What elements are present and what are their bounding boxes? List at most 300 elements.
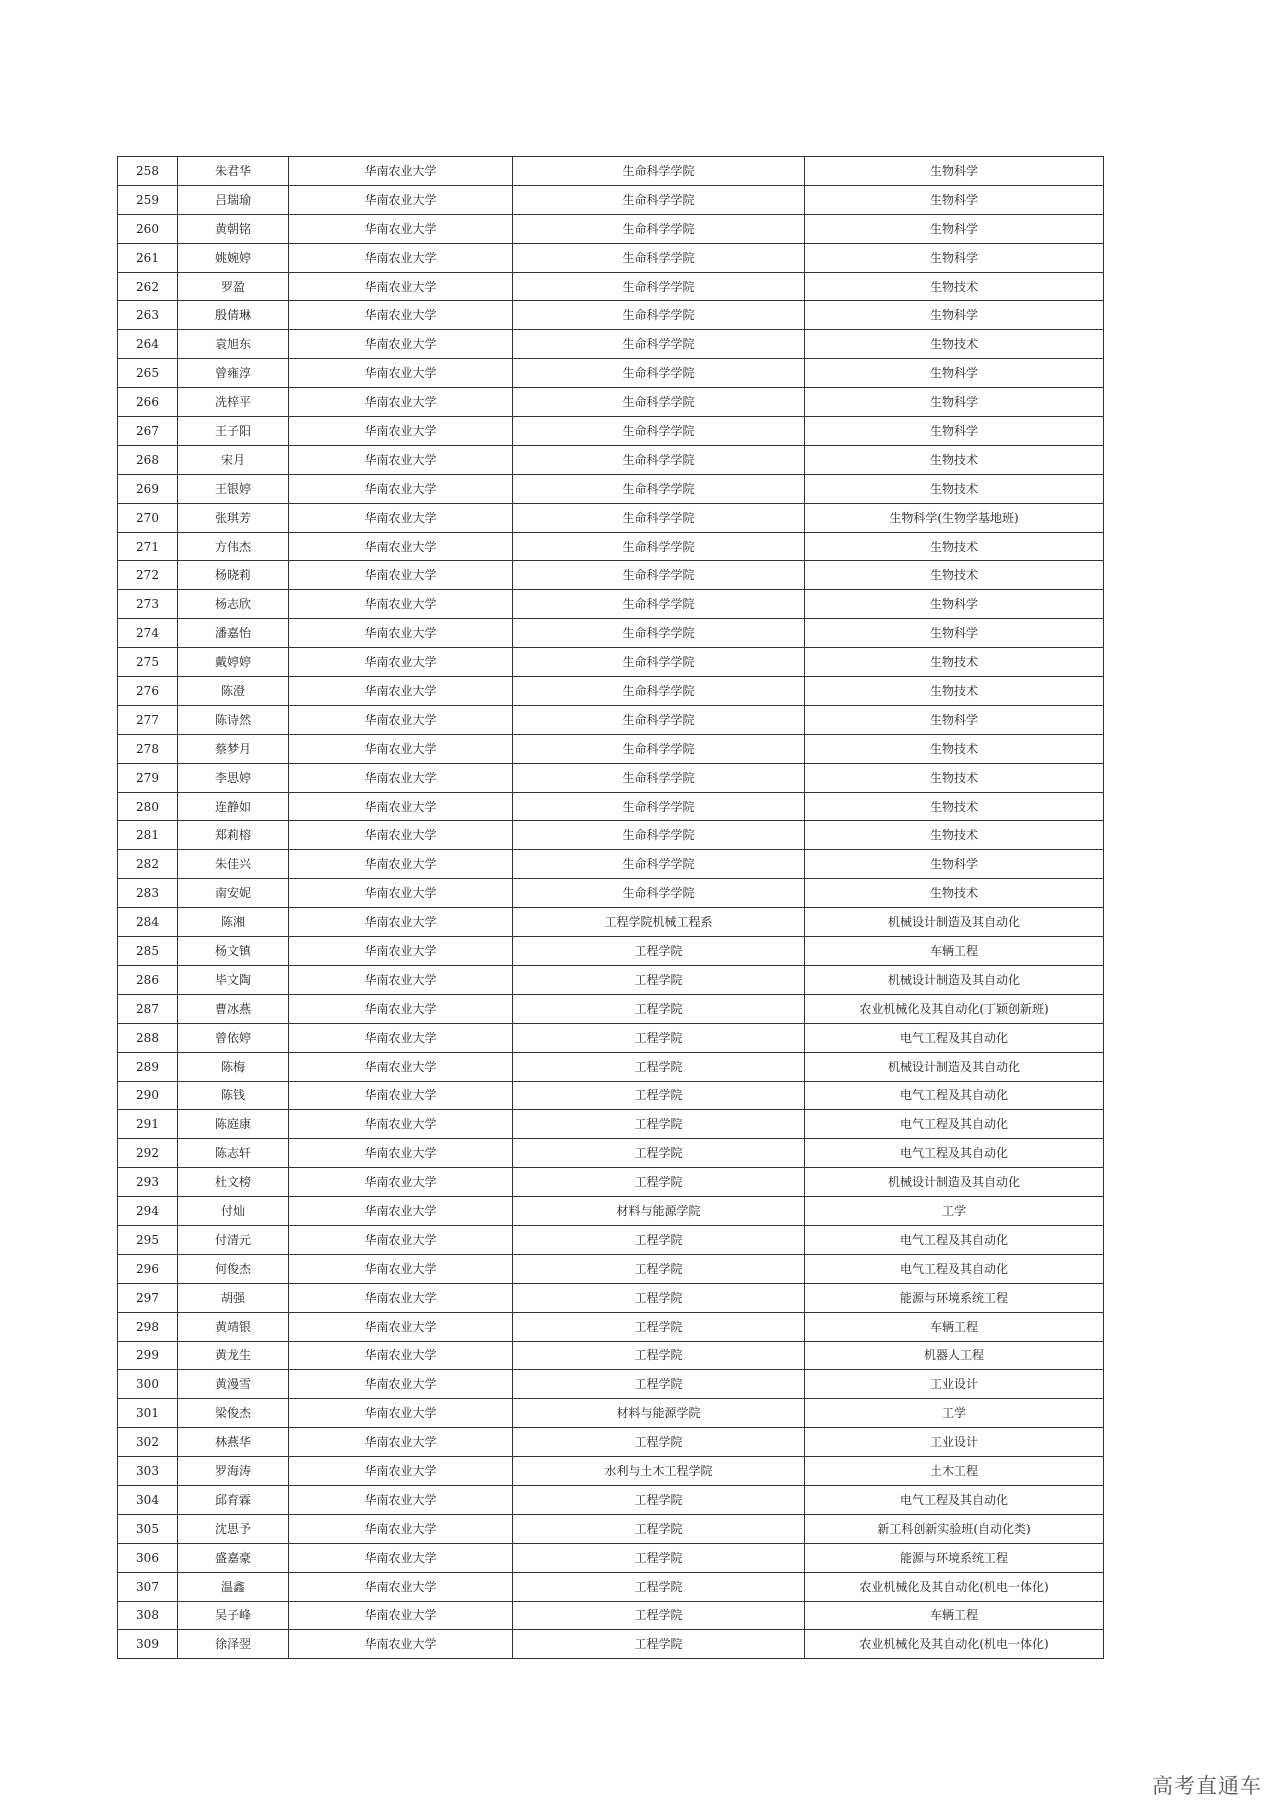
name-cell: 蔡梦月 [178, 734, 289, 763]
table-row [118, 677, 1104, 706]
university-cell: 华南农业大学 [289, 965, 513, 994]
university-cell: 华南农业大学 [289, 1457, 513, 1486]
university-cell: 华南农业大学 [289, 994, 513, 1023]
table-row [118, 445, 1104, 474]
table-row [118, 1457, 1104, 1486]
no-cell: 277 [118, 705, 178, 734]
no-cell: 283 [118, 879, 178, 908]
major-cell: 农业机械化及其自动化(丁颖创新班) [805, 994, 1104, 1023]
no-cell: 268 [118, 445, 178, 474]
major-cell: 生物技术 [805, 474, 1104, 503]
table-row [118, 619, 1104, 648]
table-row [118, 1283, 1104, 1312]
no-cell: 296 [118, 1254, 178, 1283]
college-cell: 工程学院 [513, 1601, 805, 1630]
name-cell: 杨志欣 [178, 590, 289, 619]
university-cell: 华南农业大学 [289, 1543, 513, 1572]
name-cell: 胡强 [178, 1283, 289, 1312]
table-row [118, 1630, 1104, 1659]
table-row [118, 1572, 1104, 1601]
name-cell: 何俊杰 [178, 1254, 289, 1283]
major-cell: 生物科学 [805, 850, 1104, 879]
no-cell: 260 [118, 214, 178, 243]
college-cell: 工程学院 [513, 937, 805, 966]
university-cell: 华南农业大学 [289, 1197, 513, 1226]
university-cell: 华南农业大学 [289, 330, 513, 359]
table-row [118, 1225, 1104, 1254]
table-row [118, 301, 1104, 330]
major-cell: 工学 [805, 1197, 1104, 1226]
name-cell: 陈庭康 [178, 1110, 289, 1139]
college-cell: 生命科学学院 [513, 503, 805, 532]
university-cell: 华南农业大学 [289, 850, 513, 879]
university-cell: 华南农业大学 [289, 879, 513, 908]
college-cell: 工程学院 [513, 994, 805, 1023]
table-row [118, 1514, 1104, 1543]
university-cell: 华南农业大学 [289, 1341, 513, 1370]
major-cell: 农业机械化及其自动化(机电一体化) [805, 1630, 1104, 1659]
college-cell: 生命科学学院 [513, 619, 805, 648]
table-row [118, 1081, 1104, 1110]
table-row [118, 1312, 1104, 1341]
table-row [118, 1399, 1104, 1428]
college-cell: 生命科学学院 [513, 677, 805, 706]
college-cell: 工程学院 [513, 1543, 805, 1572]
university-cell: 华南农业大学 [289, 301, 513, 330]
name-cell: 殷倩琳 [178, 301, 289, 330]
no-cell: 303 [118, 1457, 178, 1486]
major-cell: 工业设计 [805, 1370, 1104, 1399]
college-cell: 生命科学学院 [513, 243, 805, 272]
table-row [118, 1139, 1104, 1168]
major-cell: 生物科学 [805, 388, 1104, 417]
name-cell: 连静如 [178, 792, 289, 821]
major-cell: 生物科学 [805, 301, 1104, 330]
table-row [118, 1543, 1104, 1572]
name-cell: 徐泽翌 [178, 1630, 289, 1659]
table-row [118, 1370, 1104, 1399]
table-row [118, 821, 1104, 850]
no-cell: 275 [118, 648, 178, 677]
no-cell: 307 [118, 1572, 178, 1601]
name-cell: 陈志轩 [178, 1139, 289, 1168]
college-cell: 生命科学学院 [513, 850, 805, 879]
name-cell: 杨晓莉 [178, 561, 289, 590]
name-cell: 朱君华 [178, 157, 289, 186]
major-cell: 电气工程及其自动化 [805, 1225, 1104, 1254]
no-cell: 261 [118, 243, 178, 272]
college-cell: 工程学院 [513, 1139, 805, 1168]
college-cell: 生命科学学院 [513, 185, 805, 214]
college-cell: 工程学院 [513, 1428, 805, 1457]
major-cell: 生物技术 [805, 763, 1104, 792]
major-cell: 机械设计制造及其自动化 [805, 1052, 1104, 1081]
major-cell: 农业机械化及其自动化(机电一体化) [805, 1572, 1104, 1601]
university-cell: 华南农业大学 [289, 532, 513, 561]
major-cell: 生物科学 [805, 185, 1104, 214]
no-cell: 288 [118, 1023, 178, 1052]
college-cell: 生命科学学院 [513, 214, 805, 243]
college-cell: 生命科学学院 [513, 532, 805, 561]
major-cell: 生物科学 [805, 417, 1104, 446]
college-cell: 工程学院 [513, 1370, 805, 1399]
college-cell: 生命科学学院 [513, 879, 805, 908]
university-cell: 华南农业大学 [289, 648, 513, 677]
no-cell: 280 [118, 792, 178, 821]
major-cell: 能源与环境系统工程 [805, 1283, 1104, 1312]
table-row [118, 1601, 1104, 1630]
table-row [118, 705, 1104, 734]
major-cell: 机械设计制造及其自动化 [805, 965, 1104, 994]
university-cell: 华南农业大学 [289, 1110, 513, 1139]
college-cell: 生命科学学院 [513, 648, 805, 677]
major-cell: 生物技术 [805, 561, 1104, 590]
no-cell: 294 [118, 1197, 178, 1226]
major-cell: 工学 [805, 1399, 1104, 1428]
no-cell: 286 [118, 965, 178, 994]
no-cell: 291 [118, 1110, 178, 1139]
college-cell: 生命科学学院 [513, 734, 805, 763]
no-cell: 290 [118, 1081, 178, 1110]
college-cell: 生命科学学院 [513, 388, 805, 417]
major-cell: 车辆工程 [805, 1312, 1104, 1341]
no-cell: 308 [118, 1601, 178, 1630]
major-cell: 电气工程及其自动化 [805, 1139, 1104, 1168]
no-cell: 287 [118, 994, 178, 1023]
table-row [118, 1197, 1104, 1226]
table-row [118, 763, 1104, 792]
college-cell: 生命科学学院 [513, 763, 805, 792]
name-cell: 宋月 [178, 445, 289, 474]
university-cell: 华南农业大学 [289, 503, 513, 532]
no-cell: 304 [118, 1485, 178, 1514]
table-row [118, 474, 1104, 503]
name-cell: 朱佳兴 [178, 850, 289, 879]
no-cell: 273 [118, 590, 178, 619]
table-row [118, 1023, 1104, 1052]
no-cell: 266 [118, 388, 178, 417]
no-cell: 269 [118, 474, 178, 503]
name-cell: 陈梅 [178, 1052, 289, 1081]
no-cell: 262 [118, 272, 178, 301]
college-cell: 工程学院 [513, 1312, 805, 1341]
university-cell: 华南农业大学 [289, 937, 513, 966]
university-cell: 华南农业大学 [289, 1485, 513, 1514]
college-cell: 生命科学学院 [513, 301, 805, 330]
college-cell: 生命科学学院 [513, 792, 805, 821]
no-cell: 265 [118, 359, 178, 388]
no-cell: 299 [118, 1341, 178, 1370]
name-cell: 杨文镇 [178, 937, 289, 966]
college-cell: 材料与能源学院 [513, 1399, 805, 1428]
table-row [118, 214, 1104, 243]
no-cell: 309 [118, 1630, 178, 1659]
no-cell: 298 [118, 1312, 178, 1341]
major-cell: 土木工程 [805, 1457, 1104, 1486]
no-cell: 278 [118, 734, 178, 763]
college-cell: 生命科学学院 [513, 445, 805, 474]
university-cell: 华南农业大学 [289, 185, 513, 214]
no-cell: 264 [118, 330, 178, 359]
table-row [118, 1110, 1104, 1139]
university-cell: 华南农业大学 [289, 243, 513, 272]
university-cell: 华南农业大学 [289, 157, 513, 186]
college-cell: 工程学院 [513, 1514, 805, 1543]
table-row [118, 388, 1104, 417]
university-cell: 华南农业大学 [289, 1312, 513, 1341]
no-cell: 274 [118, 619, 178, 648]
university-cell: 华南农业大学 [289, 1370, 513, 1399]
university-cell: 华南农业大学 [289, 417, 513, 446]
college-cell: 生命科学学院 [513, 590, 805, 619]
no-cell: 284 [118, 908, 178, 937]
university-cell: 华南农业大学 [289, 619, 513, 648]
major-cell: 工业设计 [805, 1428, 1104, 1457]
university-cell: 华南农业大学 [289, 1052, 513, 1081]
major-cell: 生物科学 [805, 619, 1104, 648]
table-row [118, 908, 1104, 937]
no-cell: 281 [118, 821, 178, 850]
no-cell: 285 [118, 937, 178, 966]
name-cell: 戴婷婷 [178, 648, 289, 677]
college-cell: 工程学院 [513, 1023, 805, 1052]
major-cell: 生物科学 [805, 157, 1104, 186]
major-cell: 生物技术 [805, 272, 1104, 301]
table-row [118, 503, 1104, 532]
university-cell: 华南农业大学 [289, 1428, 513, 1457]
name-cell: 张琪芳 [178, 503, 289, 532]
university-cell: 华南农业大学 [289, 1630, 513, 1659]
college-cell: 生命科学学院 [513, 821, 805, 850]
college-cell: 生命科学学院 [513, 157, 805, 186]
no-cell: 258 [118, 157, 178, 186]
major-cell: 电气工程及其自动化 [805, 1485, 1104, 1514]
table-row [118, 272, 1104, 301]
major-cell: 生物技术 [805, 821, 1104, 850]
name-cell: 杜文榜 [178, 1168, 289, 1197]
major-cell: 机械设计制造及其自动化 [805, 908, 1104, 937]
college-cell: 工程学院机械工程系 [513, 908, 805, 937]
major-cell: 机械设计制造及其自动化 [805, 1168, 1104, 1197]
table-row [118, 1341, 1104, 1370]
table-row [118, 1485, 1104, 1514]
name-cell: 毕文陶 [178, 965, 289, 994]
table-row [118, 1052, 1104, 1081]
college-cell: 工程学院 [513, 1341, 805, 1370]
university-cell: 华南农业大学 [289, 734, 513, 763]
college-cell: 工程学院 [513, 1052, 805, 1081]
university-cell: 华南农业大学 [289, 445, 513, 474]
name-cell: 袁旭东 [178, 330, 289, 359]
name-cell: 梁俊杰 [178, 1399, 289, 1428]
university-cell: 华南农业大学 [289, 272, 513, 301]
admission-list-table [117, 156, 1104, 1659]
college-cell: 生命科学学院 [513, 474, 805, 503]
university-cell: 华南农业大学 [289, 1139, 513, 1168]
name-cell: 付清元 [178, 1225, 289, 1254]
university-cell: 华南农业大学 [289, 1572, 513, 1601]
name-cell: 付灿 [178, 1197, 289, 1226]
watermark-text: 高考直通车 [1152, 1774, 1262, 1798]
name-cell: 黄龙生 [178, 1341, 289, 1370]
name-cell: 方伟杰 [178, 532, 289, 561]
name-cell: 姚婉婷 [178, 243, 289, 272]
name-cell: 吕瑞瑜 [178, 185, 289, 214]
college-cell: 生命科学学院 [513, 359, 805, 388]
major-cell: 车辆工程 [805, 1601, 1104, 1630]
no-cell: 297 [118, 1283, 178, 1312]
university-cell: 华南农业大学 [289, 561, 513, 590]
table-row [118, 1428, 1104, 1457]
table-row [118, 1168, 1104, 1197]
major-cell: 电气工程及其自动化 [805, 1254, 1104, 1283]
university-cell: 华南农业大学 [289, 908, 513, 937]
name-cell: 曾雍淳 [178, 359, 289, 388]
university-cell: 华南农业大学 [289, 1514, 513, 1543]
major-cell: 生物科学(生物学基地班) [805, 503, 1104, 532]
name-cell: 罗盈 [178, 272, 289, 301]
table-row [118, 648, 1104, 677]
college-cell: 工程学院 [513, 1572, 805, 1601]
no-cell: 259 [118, 185, 178, 214]
major-cell: 生物技术 [805, 879, 1104, 908]
table-row [118, 532, 1104, 561]
major-cell: 车辆工程 [805, 937, 1104, 966]
university-cell: 华南农业大学 [289, 1023, 513, 1052]
university-cell: 华南农业大学 [289, 1399, 513, 1428]
college-cell: 工程学院 [513, 965, 805, 994]
university-cell: 华南农业大学 [289, 1168, 513, 1197]
name-cell: 陈湘 [178, 908, 289, 937]
no-cell: 276 [118, 677, 178, 706]
table-body [118, 157, 1104, 1659]
no-cell: 306 [118, 1543, 178, 1572]
name-cell: 盛嘉豪 [178, 1543, 289, 1572]
table-row [118, 157, 1104, 186]
college-cell: 工程学院 [513, 1110, 805, 1139]
table-row [118, 359, 1104, 388]
table-row [118, 879, 1104, 908]
major-cell: 电气工程及其自动化 [805, 1110, 1104, 1139]
major-cell: 电气工程及其自动化 [805, 1023, 1104, 1052]
name-cell: 曾依婷 [178, 1023, 289, 1052]
major-cell: 生物技术 [805, 445, 1104, 474]
table-row [118, 965, 1104, 994]
major-cell: 生物技术 [805, 734, 1104, 763]
university-cell: 华南农业大学 [289, 792, 513, 821]
no-cell: 279 [118, 763, 178, 792]
name-cell: 沈思予 [178, 1514, 289, 1543]
college-cell: 工程学院 [513, 1225, 805, 1254]
table-row [118, 330, 1104, 359]
table-row [118, 937, 1104, 966]
college-cell: 工程学院 [513, 1254, 805, 1283]
name-cell: 吴子峰 [178, 1601, 289, 1630]
no-cell: 272 [118, 561, 178, 590]
name-cell: 邱育霖 [178, 1485, 289, 1514]
major-cell: 生物技术 [805, 532, 1104, 561]
no-cell: 293 [118, 1168, 178, 1197]
name-cell: 黄靖银 [178, 1312, 289, 1341]
table-row [118, 185, 1104, 214]
major-cell: 生物技术 [805, 792, 1104, 821]
name-cell: 黄漫雪 [178, 1370, 289, 1399]
major-cell: 机器人工程 [805, 1341, 1104, 1370]
university-cell: 华南农业大学 [289, 214, 513, 243]
college-cell: 工程学院 [513, 1485, 805, 1514]
name-cell: 温鑫 [178, 1572, 289, 1601]
no-cell: 267 [118, 417, 178, 446]
university-cell: 华南农业大学 [289, 763, 513, 792]
name-cell: 潘嘉怡 [178, 619, 289, 648]
university-cell: 华南农业大学 [289, 359, 513, 388]
major-cell: 生物技术 [805, 677, 1104, 706]
university-cell: 华南农业大学 [289, 705, 513, 734]
university-cell: 华南农业大学 [289, 474, 513, 503]
university-cell: 华南农业大学 [289, 590, 513, 619]
college-cell: 水利与土木工程学院 [513, 1457, 805, 1486]
no-cell: 282 [118, 850, 178, 879]
table-row [118, 850, 1104, 879]
college-cell: 生命科学学院 [513, 417, 805, 446]
no-cell: 301 [118, 1399, 178, 1428]
major-cell: 生物科学 [805, 359, 1104, 388]
university-cell: 华南农业大学 [289, 821, 513, 850]
table-row [118, 734, 1104, 763]
table-row [118, 792, 1104, 821]
major-cell: 生物技术 [805, 648, 1104, 677]
university-cell: 华南农业大学 [289, 388, 513, 417]
college-cell: 生命科学学院 [513, 272, 805, 301]
major-cell: 生物科学 [805, 705, 1104, 734]
name-cell: 冼梓平 [178, 388, 289, 417]
name-cell: 罗海涛 [178, 1457, 289, 1486]
no-cell: 295 [118, 1225, 178, 1254]
university-cell: 华南农业大学 [289, 677, 513, 706]
major-cell: 新工科创新实验班(自动化类) [805, 1514, 1104, 1543]
name-cell: 陈澄 [178, 677, 289, 706]
table-row [118, 417, 1104, 446]
no-cell: 270 [118, 503, 178, 532]
name-cell: 郑莉榕 [178, 821, 289, 850]
table-row [118, 1254, 1104, 1283]
college-cell: 工程学院 [513, 1630, 805, 1659]
name-cell: 林燕华 [178, 1428, 289, 1457]
table-row [118, 994, 1104, 1023]
name-cell: 王子阳 [178, 417, 289, 446]
no-cell: 302 [118, 1428, 178, 1457]
table-row [118, 590, 1104, 619]
major-cell: 生物科学 [805, 243, 1104, 272]
no-cell: 305 [118, 1514, 178, 1543]
no-cell: 289 [118, 1052, 178, 1081]
major-cell: 能源与环境系统工程 [805, 1543, 1104, 1572]
no-cell: 271 [118, 532, 178, 561]
major-cell: 生物技术 [805, 330, 1104, 359]
major-cell: 电气工程及其自动化 [805, 1081, 1104, 1110]
no-cell: 300 [118, 1370, 178, 1399]
university-cell: 华南农业大学 [289, 1254, 513, 1283]
name-cell: 曹冰燕 [178, 994, 289, 1023]
name-cell: 王银婷 [178, 474, 289, 503]
name-cell: 黄朝铭 [178, 214, 289, 243]
college-cell: 材料与能源学院 [513, 1197, 805, 1226]
table-row [118, 561, 1104, 590]
name-cell: 南安妮 [178, 879, 289, 908]
name-cell: 李思婷 [178, 763, 289, 792]
name-cell: 陈钱 [178, 1081, 289, 1110]
table-row [118, 243, 1104, 272]
